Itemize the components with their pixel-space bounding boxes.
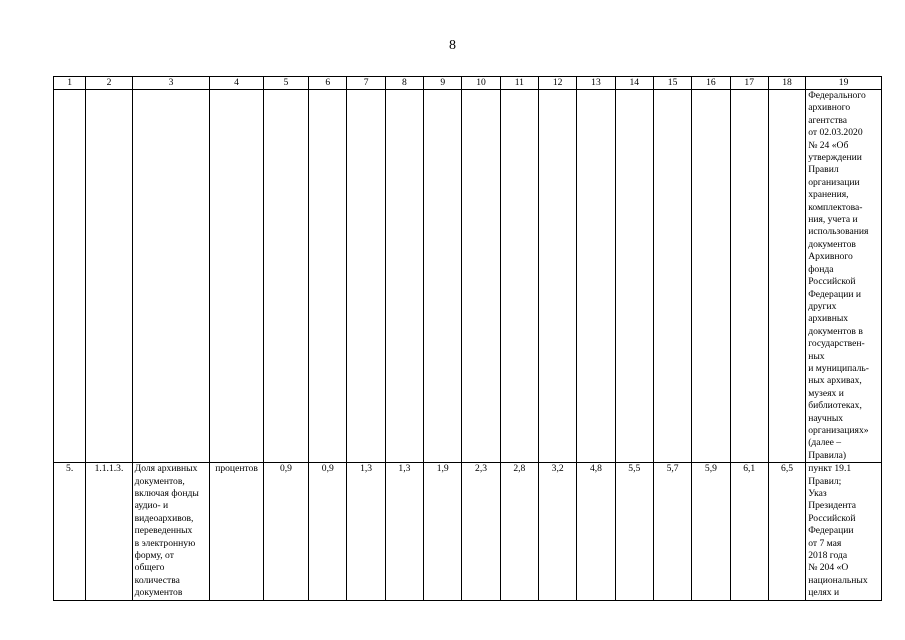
indicator-value: 2,3 [462, 463, 500, 600]
indicator-value: 6,5 [768, 463, 805, 600]
column-number-header: 7 [347, 77, 385, 90]
indicator-value: 5,9 [692, 463, 730, 600]
indicator-value: 0,9 [263, 463, 308, 600]
table-row [54, 463, 882, 600]
indicator-value: 3,2 [539, 463, 577, 600]
column-number-header: 5 [263, 77, 308, 90]
indicator-value: 2,8 [500, 463, 538, 600]
indicator-value: 4,8 [577, 463, 615, 600]
indicator-code: 1.1.1.3. [86, 463, 132, 600]
column-number-header: 1 [54, 77, 86, 90]
indicator-value: 1,3 [385, 463, 423, 600]
indicator-value: 5,7 [653, 463, 691, 600]
column-number-header: 17 [730, 77, 768, 90]
indicators-table [53, 76, 882, 601]
column-number-header: 2 [86, 77, 132, 90]
table-row-continuation [54, 90, 882, 463]
indicator-value: 1,3 [347, 463, 385, 600]
unit-of-measure: процентов [210, 463, 263, 600]
indicator-name: Доля архивных документов, включая фонды аудио- и видеоархивов, переведенных в электронную форму, от общего количества документов [132, 463, 210, 600]
column-number-header: 6 [309, 77, 347, 90]
row-number: 5. [54, 463, 86, 600]
column-number-header: 12 [539, 77, 577, 90]
column-number-header: 19 [806, 77, 882, 90]
column-number-header: 8 [385, 77, 423, 90]
column-number-header: 13 [577, 77, 615, 90]
legal-basis-cell: Федерального архивного агентства от 02.03.2020 № 24 «Об утверждении Правил организации хранения, комплектова- ния, учета и использования документов Архивного фонда Российской Федерации и других архивных документов в государствен- ных и муниципаль- ных архивах, музеях и библиотеках, научных организациях» (далее – Правила) [806, 90, 882, 463]
legal-basis-cell: пункт 19.1 Правил; Указ Президента Российской Федерации от 7 мая 2018 года № 204 «О национальных целях и [806, 463, 882, 600]
column-number-header: 3 [132, 77, 210, 90]
indicator-value: 1,9 [424, 463, 462, 600]
column-number-header: 4 [210, 77, 263, 90]
page-number: 8 [449, 38, 456, 53]
column-number-header: 14 [615, 77, 653, 90]
indicator-value: 0,9 [309, 463, 347, 600]
column-number-header: 9 [424, 77, 462, 90]
column-number-header: 11 [500, 77, 538, 90]
column-number-header: 10 [462, 77, 500, 90]
column-number-row [54, 77, 882, 90]
indicator-value: 6,1 [730, 463, 768, 600]
indicator-value: 5,5 [615, 463, 653, 600]
column-number-header: 16 [692, 77, 730, 90]
column-number-header: 18 [768, 77, 805, 90]
column-number-header: 15 [653, 77, 691, 90]
